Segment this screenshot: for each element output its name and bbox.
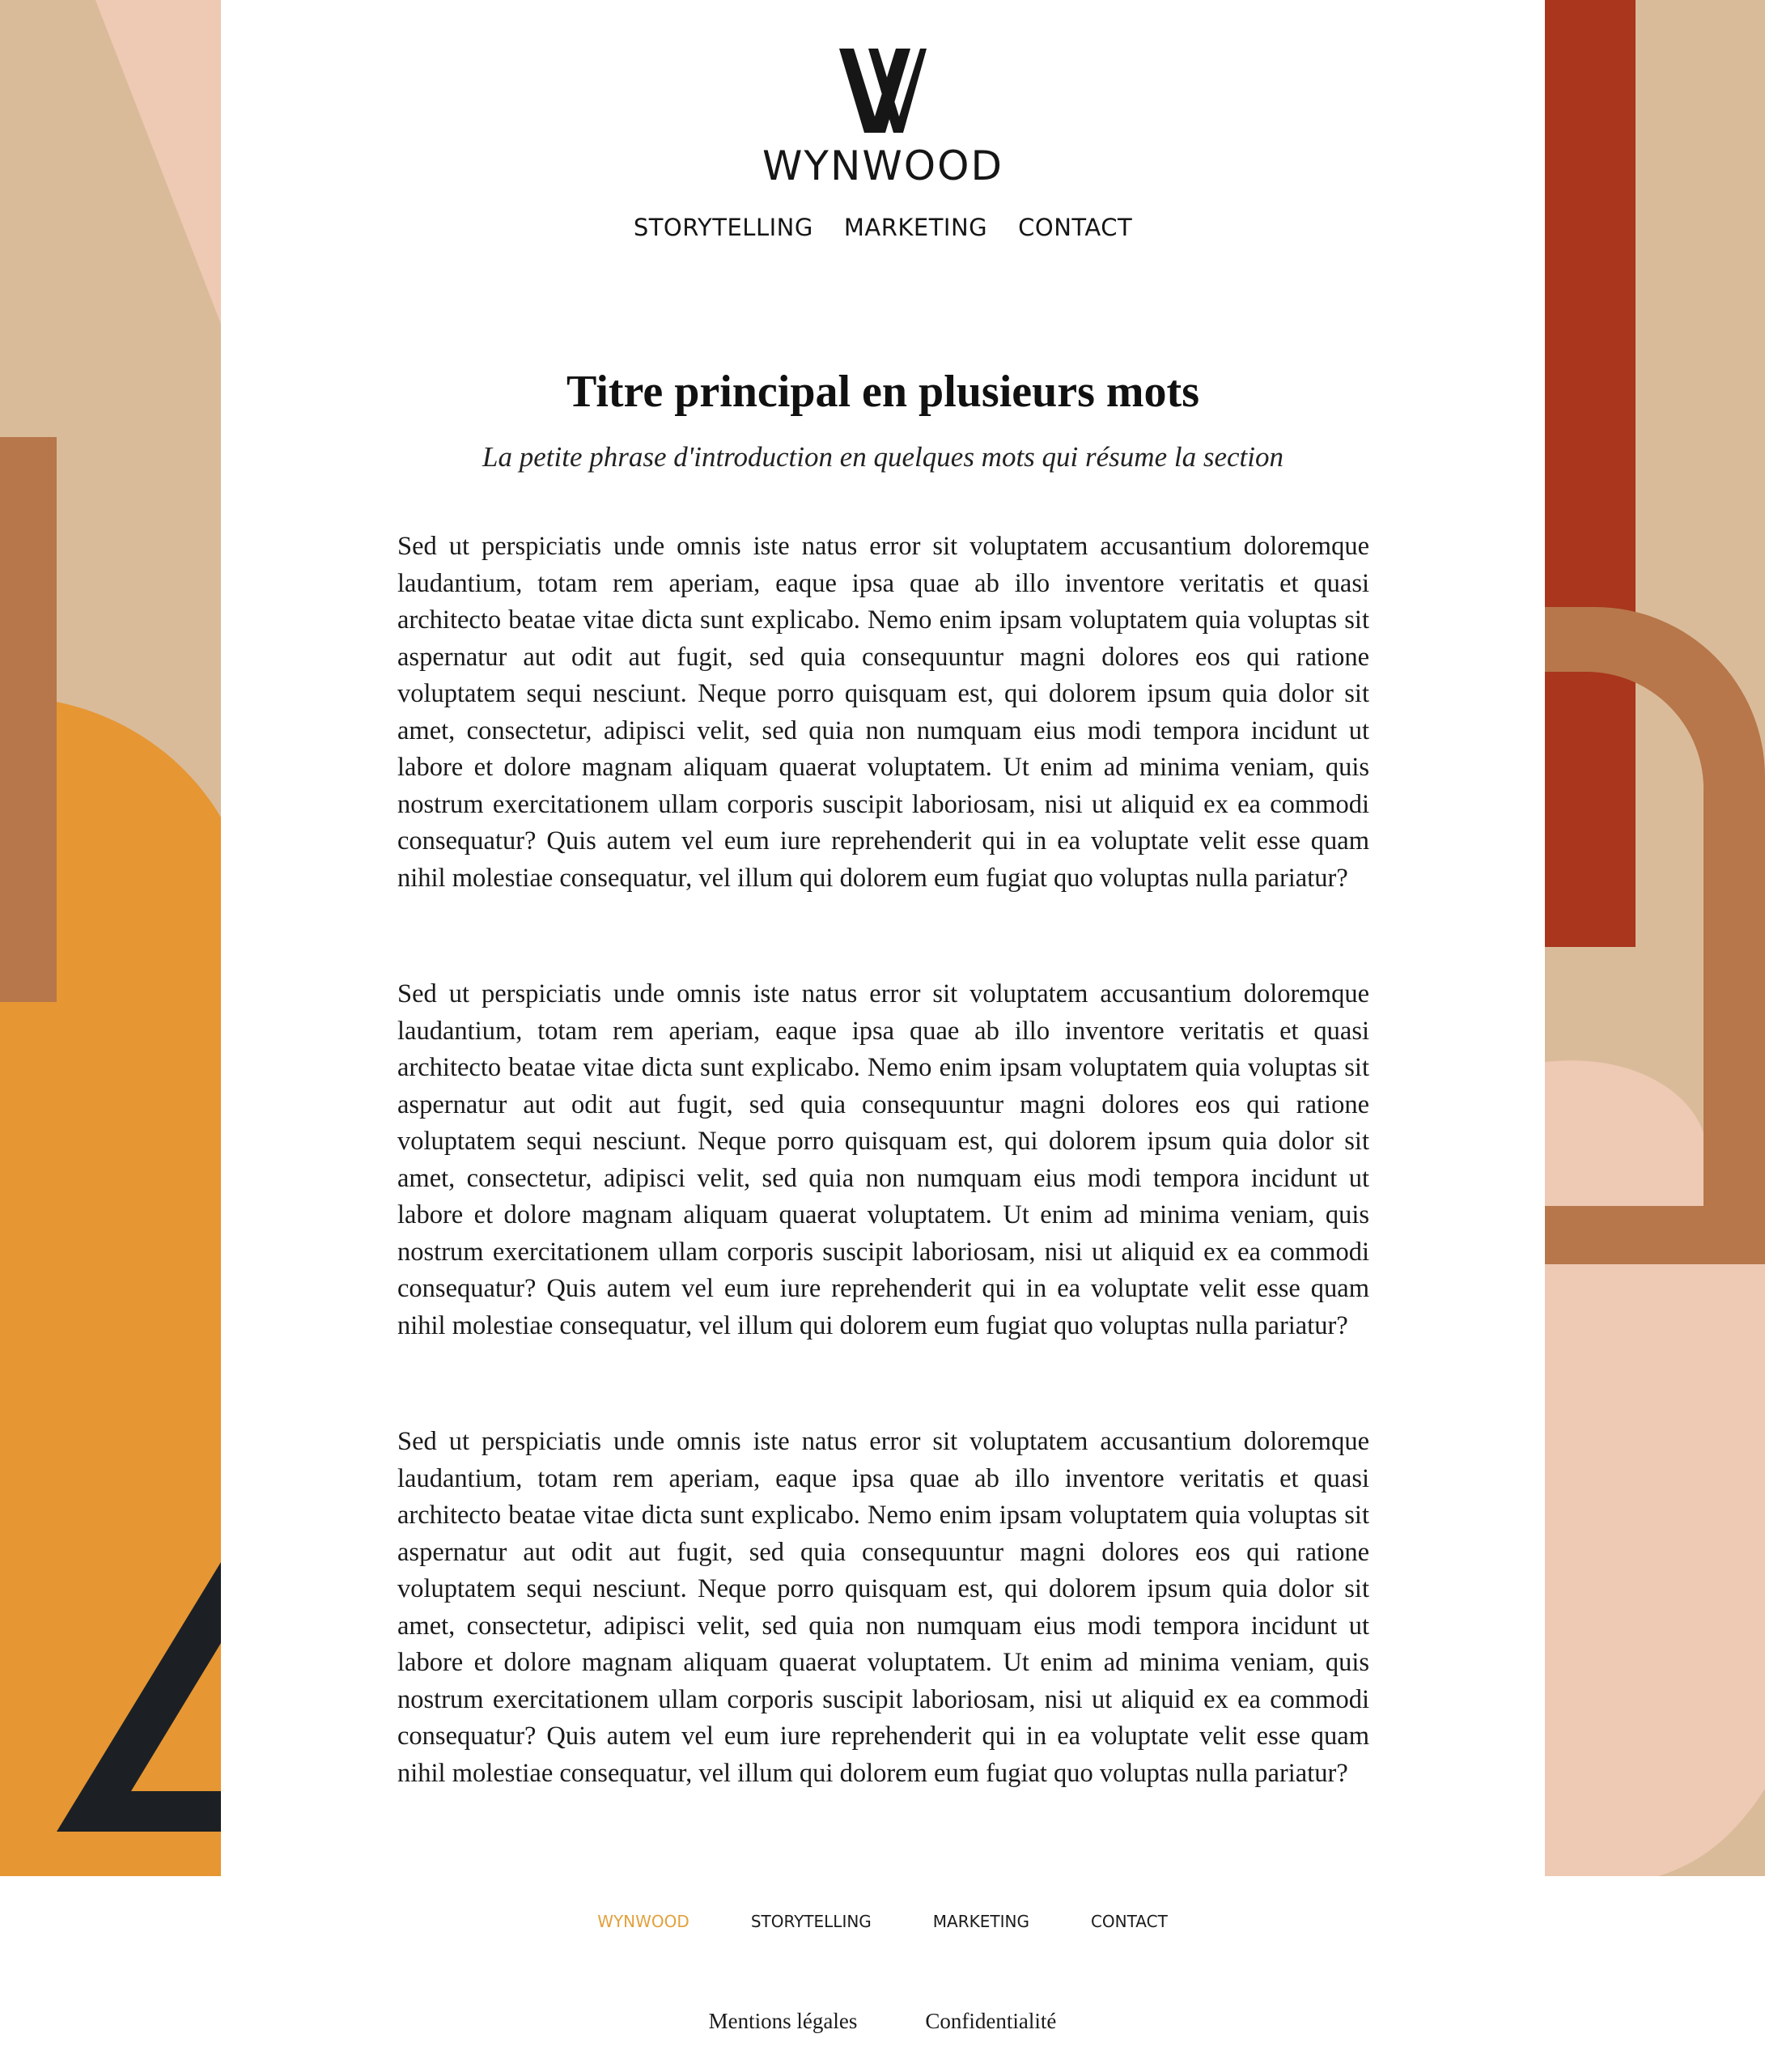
tan-vertical-bar xyxy=(0,437,57,1002)
left-geometric-art xyxy=(0,0,221,1876)
right-decorative-panel xyxy=(1545,0,1765,1876)
page-title: Titre principal en plusieurs mots xyxy=(566,367,1199,417)
footer-nav-marketing[interactable]: MARKETING xyxy=(932,1912,1029,1931)
article-body xyxy=(397,529,1369,1871)
footer-nav-storytelling[interactable]: STORYTELLING xyxy=(750,1912,872,1931)
brand-wordmark: WYNWOOD xyxy=(762,142,1004,189)
legal-links xyxy=(0,2009,1765,2034)
article-paragraph-3: Sed ut perspiciatis unde omnis iste natus error sit voluptatem accusantium doloremque laudantium, totam rem aperiam, eaque ipsa quae ab illo inventore veritatis et quasi architecto beatae vitae dicta sunt explicabo. Nemo enim ipsam voluptatem quia voluptas sit aspernatur aut odit aut fugit, sed quia consequuntur magni dolores eos qui ratione voluptatem sequi nesciunt. Neque porro quisquam est, qui dolorem ipsum quia dolor sit amet, consectetur, adipisci velit, sed quia non numquam eius modi tempora incidunt ut labore et dolore magnam aliquam quaerat voluptatem. Ut enim ad minima veniam, quis nostrum exercitationem ullam corporis suscipit laboriosam, nisi ut aliquid ex ea commodi consequatur? Quis autem vel eum iure reprehenderit qui in ea voluptate velit esse quam nihil molestiae consequatur, vel illum qui dolorem eum fugiat quo voluptas nulla pariatur? xyxy=(397,1427,1369,1788)
footer-nav-contact[interactable]: CONTACT xyxy=(1090,1912,1168,1931)
nav-item-marketing[interactable]: MARKETING xyxy=(843,214,988,241)
article-paragraph-2: Sed ut perspiciatis unde omnis iste natus error sit voluptatem accusantium doloremque laudantium, totam rem aperiam, eaque ipsa quae ab illo inventore veritatis et quasi architecto beatae vitae dicta sunt explicabo. Nemo enim ipsam voluptatem quia voluptas sit aspernatur aut odit aut fugit, sed quia consequuntur magni dolores eos qui ratione voluptatem sequi nesciunt. Neque porro quisquam est, qui dolorem ipsum quia dolor sit amet, consectetur, adipisci velit, sed quia non numquam eius modi tempora incidunt ut labore et dolore magnam aliquam quaerat voluptatem. Ut enim ad minima veniam, quis nostrum exercitationem ullam corporis suscipit laboriosam, nisi ut aliquid ex ea commodi consequatur? Quis autem vel eum iure reprehenderit qui in ea voluptate velit esse quam nihil molestiae consequatur, vel illum qui dolorem eum fugiat quo voluptas nulla pariatur? xyxy=(397,979,1369,1340)
rust-vertical-bar xyxy=(1545,0,1636,947)
privacy-link[interactable]: Confidentialité xyxy=(925,2009,1057,2033)
nav-item-storytelling[interactable]: STORYTELLING xyxy=(633,214,813,241)
nav-item-contact[interactable]: CONTACT xyxy=(1018,214,1133,241)
article-paragraph-1: Sed ut perspiciatis unde omnis iste natus error sit voluptatem accusantium doloremque laudantium, totam rem aperiam, eaque ipsa quae ab illo inventore veritatis et quasi architecto beatae vitae dicta sunt explicabo. Nemo enim ipsam voluptatem quia voluptas sit aspernatur aut odit aut fugit, sed quia consequuntur magni dolores eos qui ratione voluptatem sequi nesciunt. Neque porro quisquam est, qui dolorem ipsum quia dolor sit amet, consectetur, adipisci velit, sed quia non numquam eius modi tempora incidunt ut labore et dolore magnam aliquam quaerat voluptatem. Ut enim ad minima veniam, quis nostrum exercitationem ullam corporis suscipit laboriosam, nisi ut aliquid ex ea commodi consequatur? Quis autem vel eum iure reprehenderit qui in ea voluptate velit esse quam nihil molestiae consequatur, vel illum qui dolorem eum fugiat quo voluptas nulla pariatur? xyxy=(397,532,1369,893)
w-monogram-icon xyxy=(839,49,927,133)
main-content xyxy=(221,0,1545,1876)
footer-brand-link[interactable]: WYNWOOD xyxy=(597,1912,689,1931)
legal-notice-link[interactable]: Mentions légales xyxy=(708,2009,858,2033)
brand-logo[interactable] xyxy=(221,49,1545,189)
top-navigation xyxy=(221,214,1545,241)
left-decorative-panel xyxy=(0,0,221,1876)
right-geometric-art xyxy=(1545,0,1765,1876)
page-intro: La petite phrase d'introduction en quelques mots qui résume la section xyxy=(482,441,1283,473)
blush-lower-block xyxy=(1545,1264,1765,1876)
footer-navigation xyxy=(0,1912,1765,1931)
